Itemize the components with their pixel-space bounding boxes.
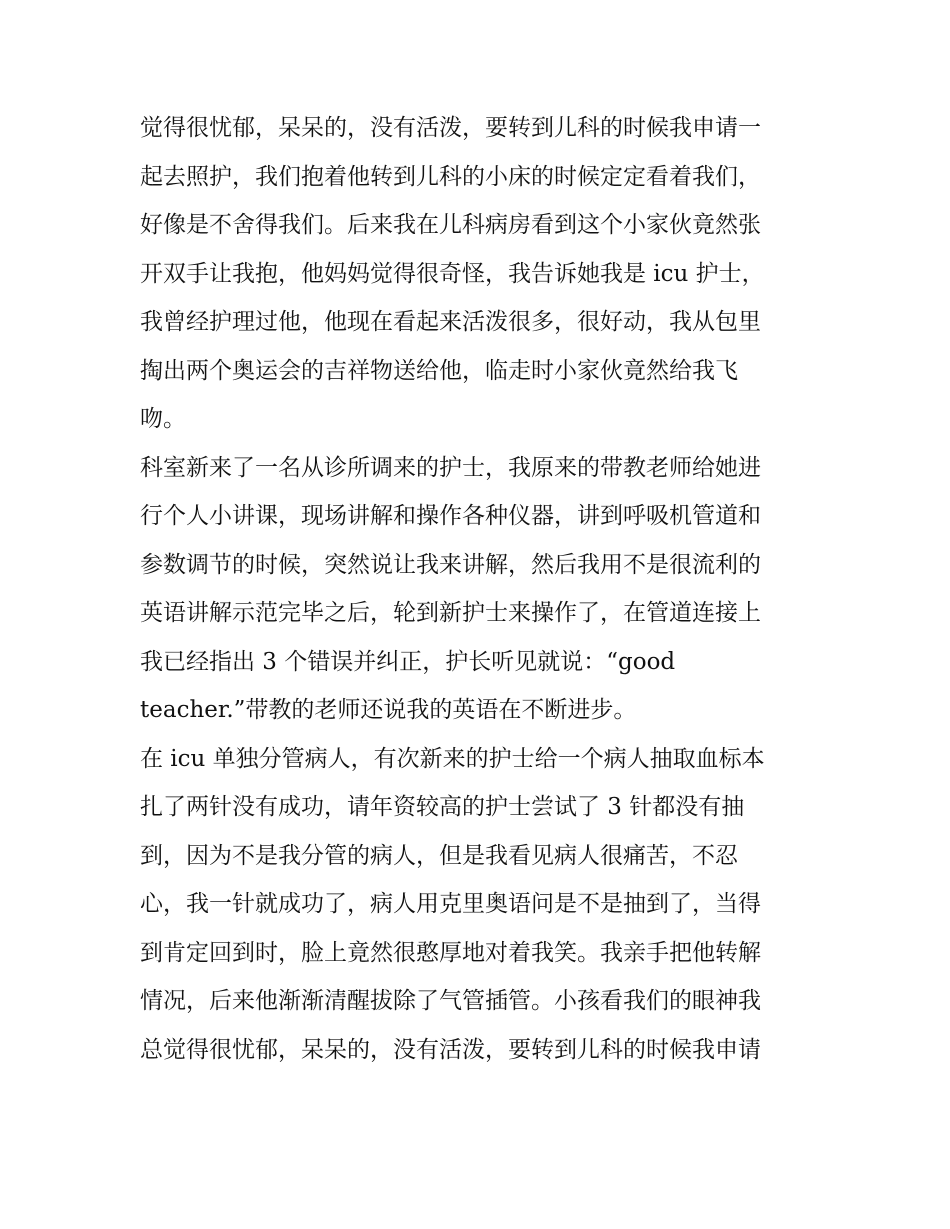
text-line: 在 icu 单独分管病人，有次新来的护士给一个病人抽取血标本	[140, 745, 765, 772]
text-line: 掏出两个奥运会的吉祥物送给他，临走时小家伙竟然给我飞	[140, 357, 738, 384]
text-line: 科室新来了一名从诊所调来的护士，我原来的带教老师给她进	[140, 454, 761, 481]
text-line: teacher.”带教的老师还说我的英语在不断进步。	[140, 697, 637, 723]
text-line: 参数调节的时候，突然说让我来讲解，然后我用不是很流利的	[140, 551, 761, 578]
text-line: 英语讲解示范完毕之后，轮到新护士来操作了，在管道连接上	[140, 600, 761, 626]
text-line: 总觉得很忧郁，呆呆的，没有活泼，要转到儿科的时候我申请	[140, 1036, 761, 1063]
text-line: 扎了两针没有成功，请年资较高的护士尝试了 3 针都没有抽	[140, 794, 745, 820]
text-line: 我曾经护理过他，他现在看起来活泼很多，很好动，我从包里	[140, 309, 761, 335]
text-line: 心，我一针就成功了，病人用克里奥语问是不是抽到了，当得	[140, 891, 761, 917]
document-body	[140, 104, 820, 1074]
text-line: 开双手让我抱，他妈妈觉得很奇怪，我告诉她我是 icu 护士，	[140, 260, 765, 287]
text-line: 起去照护，我们抱着他转到儿科的小床的时候定定看着我们，	[140, 163, 761, 190]
text-line: 到，因为不是我分管的病人，但是我看见病人很痛苦，不忍	[140, 842, 738, 869]
text-line: 好像是不舍得我们。后来我在儿科病房看到这个小家伙竟然张	[140, 212, 761, 238]
text-line: 觉得很忧郁，呆呆的，没有活泼，要转到儿科的时候我申请一	[140, 115, 761, 141]
text-line: 情况，后来他渐渐清醒拔除了气管插管。小孩看我们的眼神我	[140, 988, 761, 1014]
text-line: 到肯定回到时，脸上竟然很憨厚地对着我笑。我亲手把他转解	[140, 939, 761, 966]
text-line: 我已经指出 3 个错误并纠正，护长听见就说：“good	[140, 648, 676, 675]
text-line: 行个人小讲课，现场讲解和操作各种仪器，讲到呼吸机管道和	[140, 503, 761, 529]
text-line: 吻。	[140, 406, 186, 432]
